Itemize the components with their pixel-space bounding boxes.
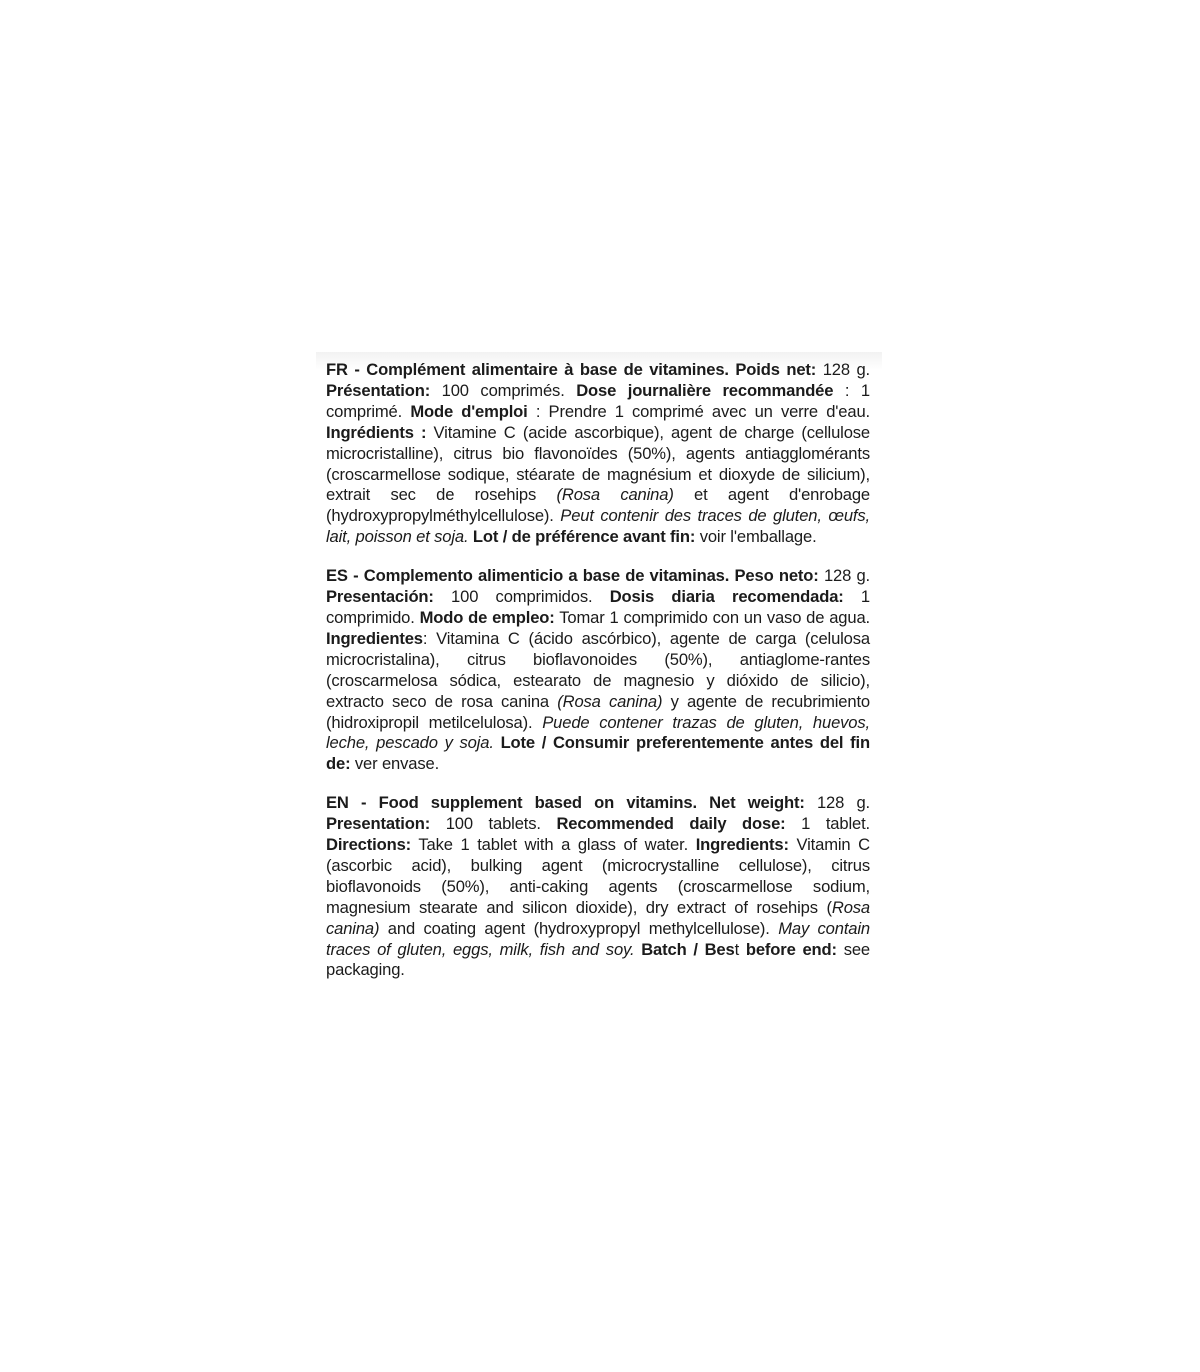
label-es-segment: Tomar 1 comprimido con un vaso de agua. — [554, 607, 870, 627]
label-paragraph-fr — [326, 360, 870, 548]
label-es-segment: ES - Complemento alimenticio a base de vitaminas. Peso neto: — [326, 566, 819, 586]
label-en-segment: Batch / Bes — [641, 939, 735, 959]
label-en-segment: May contain traces of gluten, eggs, milk, fish and soy. — [326, 918, 870, 959]
label-en-segment: 100 tablets. — [430, 814, 557, 834]
label-es-segment: : Vitamina C (ácido ascórbico), agente de carga (celulosa microcristalina), citrus bioflavonoides (50%), antiaglome-rantes (croscarmelosa sódica, estearato de magnesio y dióxido de silicio), extracto seco de rosa canina — [326, 628, 870, 711]
label-en-segment: Recommended daily dose: — [556, 814, 786, 834]
label-fr-segment: : Prendre 1 comprimé avec un verre d'eau. — [527, 401, 871, 421]
label-en-segment: see packaging. — [326, 939, 871, 980]
label-es-segment: ver envase. — [350, 754, 440, 774]
label-en-segment: Take 1 tablet with a glass of water. — [411, 835, 696, 855]
label-en-segment: Rosa canina) — [326, 897, 870, 938]
label-fr-segment: Lot / de préférence avant fin: — [472, 527, 696, 547]
label-fr-segment: et agent d'enrobage (hydroxypropylméthylcellulose). — [326, 485, 871, 526]
label-es-segment: Modo de empleo: — [419, 607, 555, 627]
label-es-segment: Presentación: — [326, 587, 434, 607]
label-fr-segment: voir l'emballage. — [695, 527, 817, 547]
label-en-segment: Presentation: — [326, 814, 431, 834]
label-fr-segment: Peut contenir des traces de gluten, œufs, lait, poisson et soja. — [326, 506, 870, 547]
label-fr-segment: 128 g. — [816, 360, 870, 379]
label-es-segment: Dosis diaria recomendada: — [609, 587, 844, 607]
label-en-segment: before end: — [745, 939, 837, 959]
label-fr-segment: FR - Complément alimentaire à base de vitamines. Poids net: — [326, 360, 817, 379]
label-fr-segment: Vitamine C (acide ascorbique), agent de charge (cellulose microcristalline), citrus bio flavonoïdes (50%), agents antiagglomérants (croscarmellose sodique, stéarate de magnésium et dioxyde de silicium), extrait sec de rosehips — [326, 422, 870, 505]
label-en-segment: 1 tablet. — [785, 814, 870, 834]
label-es-segment: (Rosa canina) — [557, 691, 663, 711]
label-en-segment: EN - Food supplement based on vitamins. Net weight: — [326, 793, 805, 813]
label-en-segment: and coating agent (hydroxypropyl methylcellulose). — [379, 918, 779, 938]
label-fr-segment: Dose journalière recommandée — [576, 380, 834, 400]
product-label-text — [316, 352, 882, 999]
label-en-segment: Directions: — [326, 835, 412, 855]
label-es-segment: 128 g. — [818, 566, 870, 586]
label-es-segment: Ingredientes — [326, 628, 423, 648]
label-en-segment: Vitamin C (ascorbic acid), bulking agent (microcrystalline cellulose), citrus bioflavonoids (50%), anti-caking agents (croscarmellose sodium, magnesium stearate and silicon dioxide), dry extract of rosehips ( — [326, 835, 870, 917]
label-en-segment: t — [734, 939, 746, 959]
label-fr-segment: (Rosa canina) — [556, 485, 674, 505]
label-fr-segment: Ingrédients : — [326, 422, 427, 442]
label-es-segment: 1 comprimido. — [326, 587, 870, 627]
label-en-segment: 128 g. — [804, 793, 870, 813]
label-es-segment: y agente de recubrimiento (hidroxipropil metilcelulosa). — [326, 691, 871, 732]
label-paragraph-es — [326, 566, 870, 775]
label-es-segment: Puede contener trazas de gluten, huevos, leche, pescado y soja. — [326, 712, 870, 753]
label-es-segment: 100 comprimidos. — [433, 587, 610, 607]
label-es-segment: Lote / Consumir preferentemente antes del fin de: — [326, 733, 870, 774]
label-fr-segment: : 1 comprimé. — [326, 380, 870, 421]
label-en-segment: Ingredients: — [695, 835, 789, 855]
label-fr-segment: 100 comprimés. — [430, 380, 577, 400]
label-fr-segment: Présentation: — [326, 380, 431, 400]
label-fr-segment: Mode d'emploi — [410, 401, 528, 421]
label-es-segment — [494, 733, 501, 752]
label-paragraph-en — [326, 793, 870, 981]
